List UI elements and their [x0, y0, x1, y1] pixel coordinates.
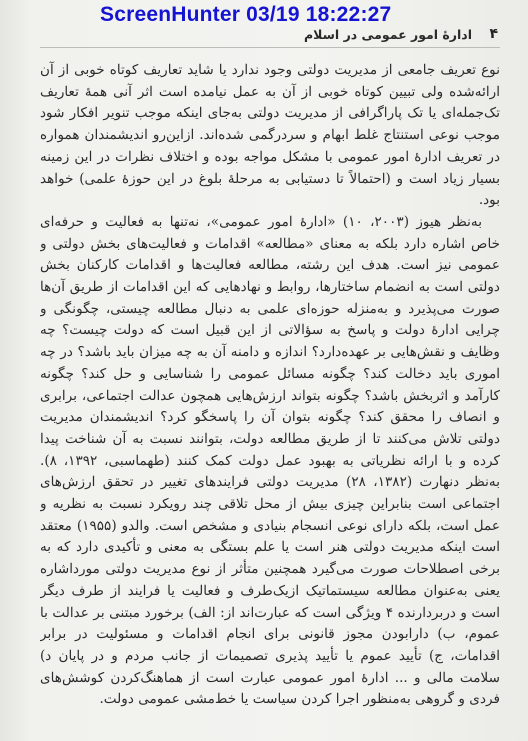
running-header	[0, 26, 528, 48]
screenhunter-watermark: ScreenHunter 03/19 18:22:27	[100, 3, 392, 26]
page-number: ۴	[489, 26, 498, 42]
body-text	[40, 60, 500, 740]
chapter-title: ادارهٔ امور عمومی در اسلام	[303, 27, 472, 42]
paragraph-definitions: نوع تعریف جامعی از مدیریت دولتی وجود ندارد یا شاید تعاریف کوتاه خوبی از آن ارائه‌شده ولی تبیین کوتاه خوبی از آن به عمل نیامده است اثر آنی همهٔ تعاریف تک‌جمله‌ای یا تک پاراگرافی از مدیریت دولتی به‌جای اینکه موجب تنویر افکار شود موجب نوعی استنتاج غلط ابهام و سردرگمی شده‌اند. ازاین‌رو اندیشمندان همواره در تعریف ادارهٔ امور عمومی با مشکل مواجه بوده و اختلاف نظرات در این زمینه بسیار زیاد است و (احتمالاً تا دستیابی به مرحلهٔ بلوغ در این حوزهٔ علمی) خواهد بود.	[40, 62, 500, 209]
header-divider	[40, 47, 500, 48]
paragraph-hughes-view: به‌نظر هیوز (۲۰۰۳، ۱۰) «ادارهٔ امور عمومی»، نه‌تنها به فعالیت و حرفه‌ای خاص اشاره دارد بلکه به معنای «مطالعه» اقدامات و فعالیت‌های بخش دولتی و عمومی نیز است. هدف این رشته، مطالعه فعالیت‌ها و اقدامات کارکنان بخش دولتی است به انضمام ساختارها، روابط و نهادهایی که این اقدامات از طریق آن‌ها صورت می‌پذیرد و به‌منزله حوزه‌ای علمی به دنبال مطالعه چیستی، چگونگی و چرایی ادارهٔ دولت و پاسخ به سؤالاتی از این قبیل است که دولت چیست؟ چه وظایف و نقش‌هایی بر عهده‌دارد؟ اندازه و دامنه آن به چه میزان باید باشد؟ در چه اموری باید دخالت کند؟ چگونه مسائل عمومی را شناسایی و حل کند؟ چگونه کارآمد و اثربخش باشد؟ چگونه بتواند ارزش‌هایی همچون عدالت اجتماعی، برابری و انصاف را محقق کند؟ چگونه بتوان آن را پاسخگو کرد؟ اندیشمندان مدیریت دولتی تلاش می‌کنند تا از طریق مطالعه دولت، بتوانند نسبت به آن شناخت پیدا کرده و با ارائه نظریاتی به بهبود عمل دولت کمک کنند (طهماسبی، ۱۳۹۲، ۸). به‌نظر دنهارت (۱۳۸۲، ۲۸) مدیریت دولتی فرایندهای تغییر در تحقق ارزش‌های اجتماعی است بنابراین چیزی بیش از محل تلاقی چند رویکرد نسبت به نظریه و عمل است، بلکه دارای نوعی انسجام بنیادی و مشخص است. والدو (۱۹۵۵) معتقد است اینکه مدیریت دولتی هنر است یا علم بستگی به معنی و تأکیدی دارد که به برخی اصطلاحات صورت می‌گیرد همچنین متأثر از نوع مدیریت دولتی مورداشاره یعنی به‌عنوان مطالعه سیستماتیک ازیک‌طرف و فعالیت یا فرایند از طرف دیگر است و دربردارنده ۴ ویژگی است که عبارت‌اند از: الف) برخورد مبتنی بر عدالت با عموم، ب) دارابودن مجوز قانونی برای انجام اقدامات و مسئولیت در برابر اقدامات، ج) تأیید عموم یا تأیید پذیری تصمیمات از جانب مردم و در پایان د) سلامت مالی و ... ادارهٔ امور عمومی عبارت است از هماهنگ‌کردن کوشش‌های فردی و گروهی به‌منظور اجرا کردن سیاست یا خط‌مشی عمومی دولت.	[40, 213, 500, 708]
